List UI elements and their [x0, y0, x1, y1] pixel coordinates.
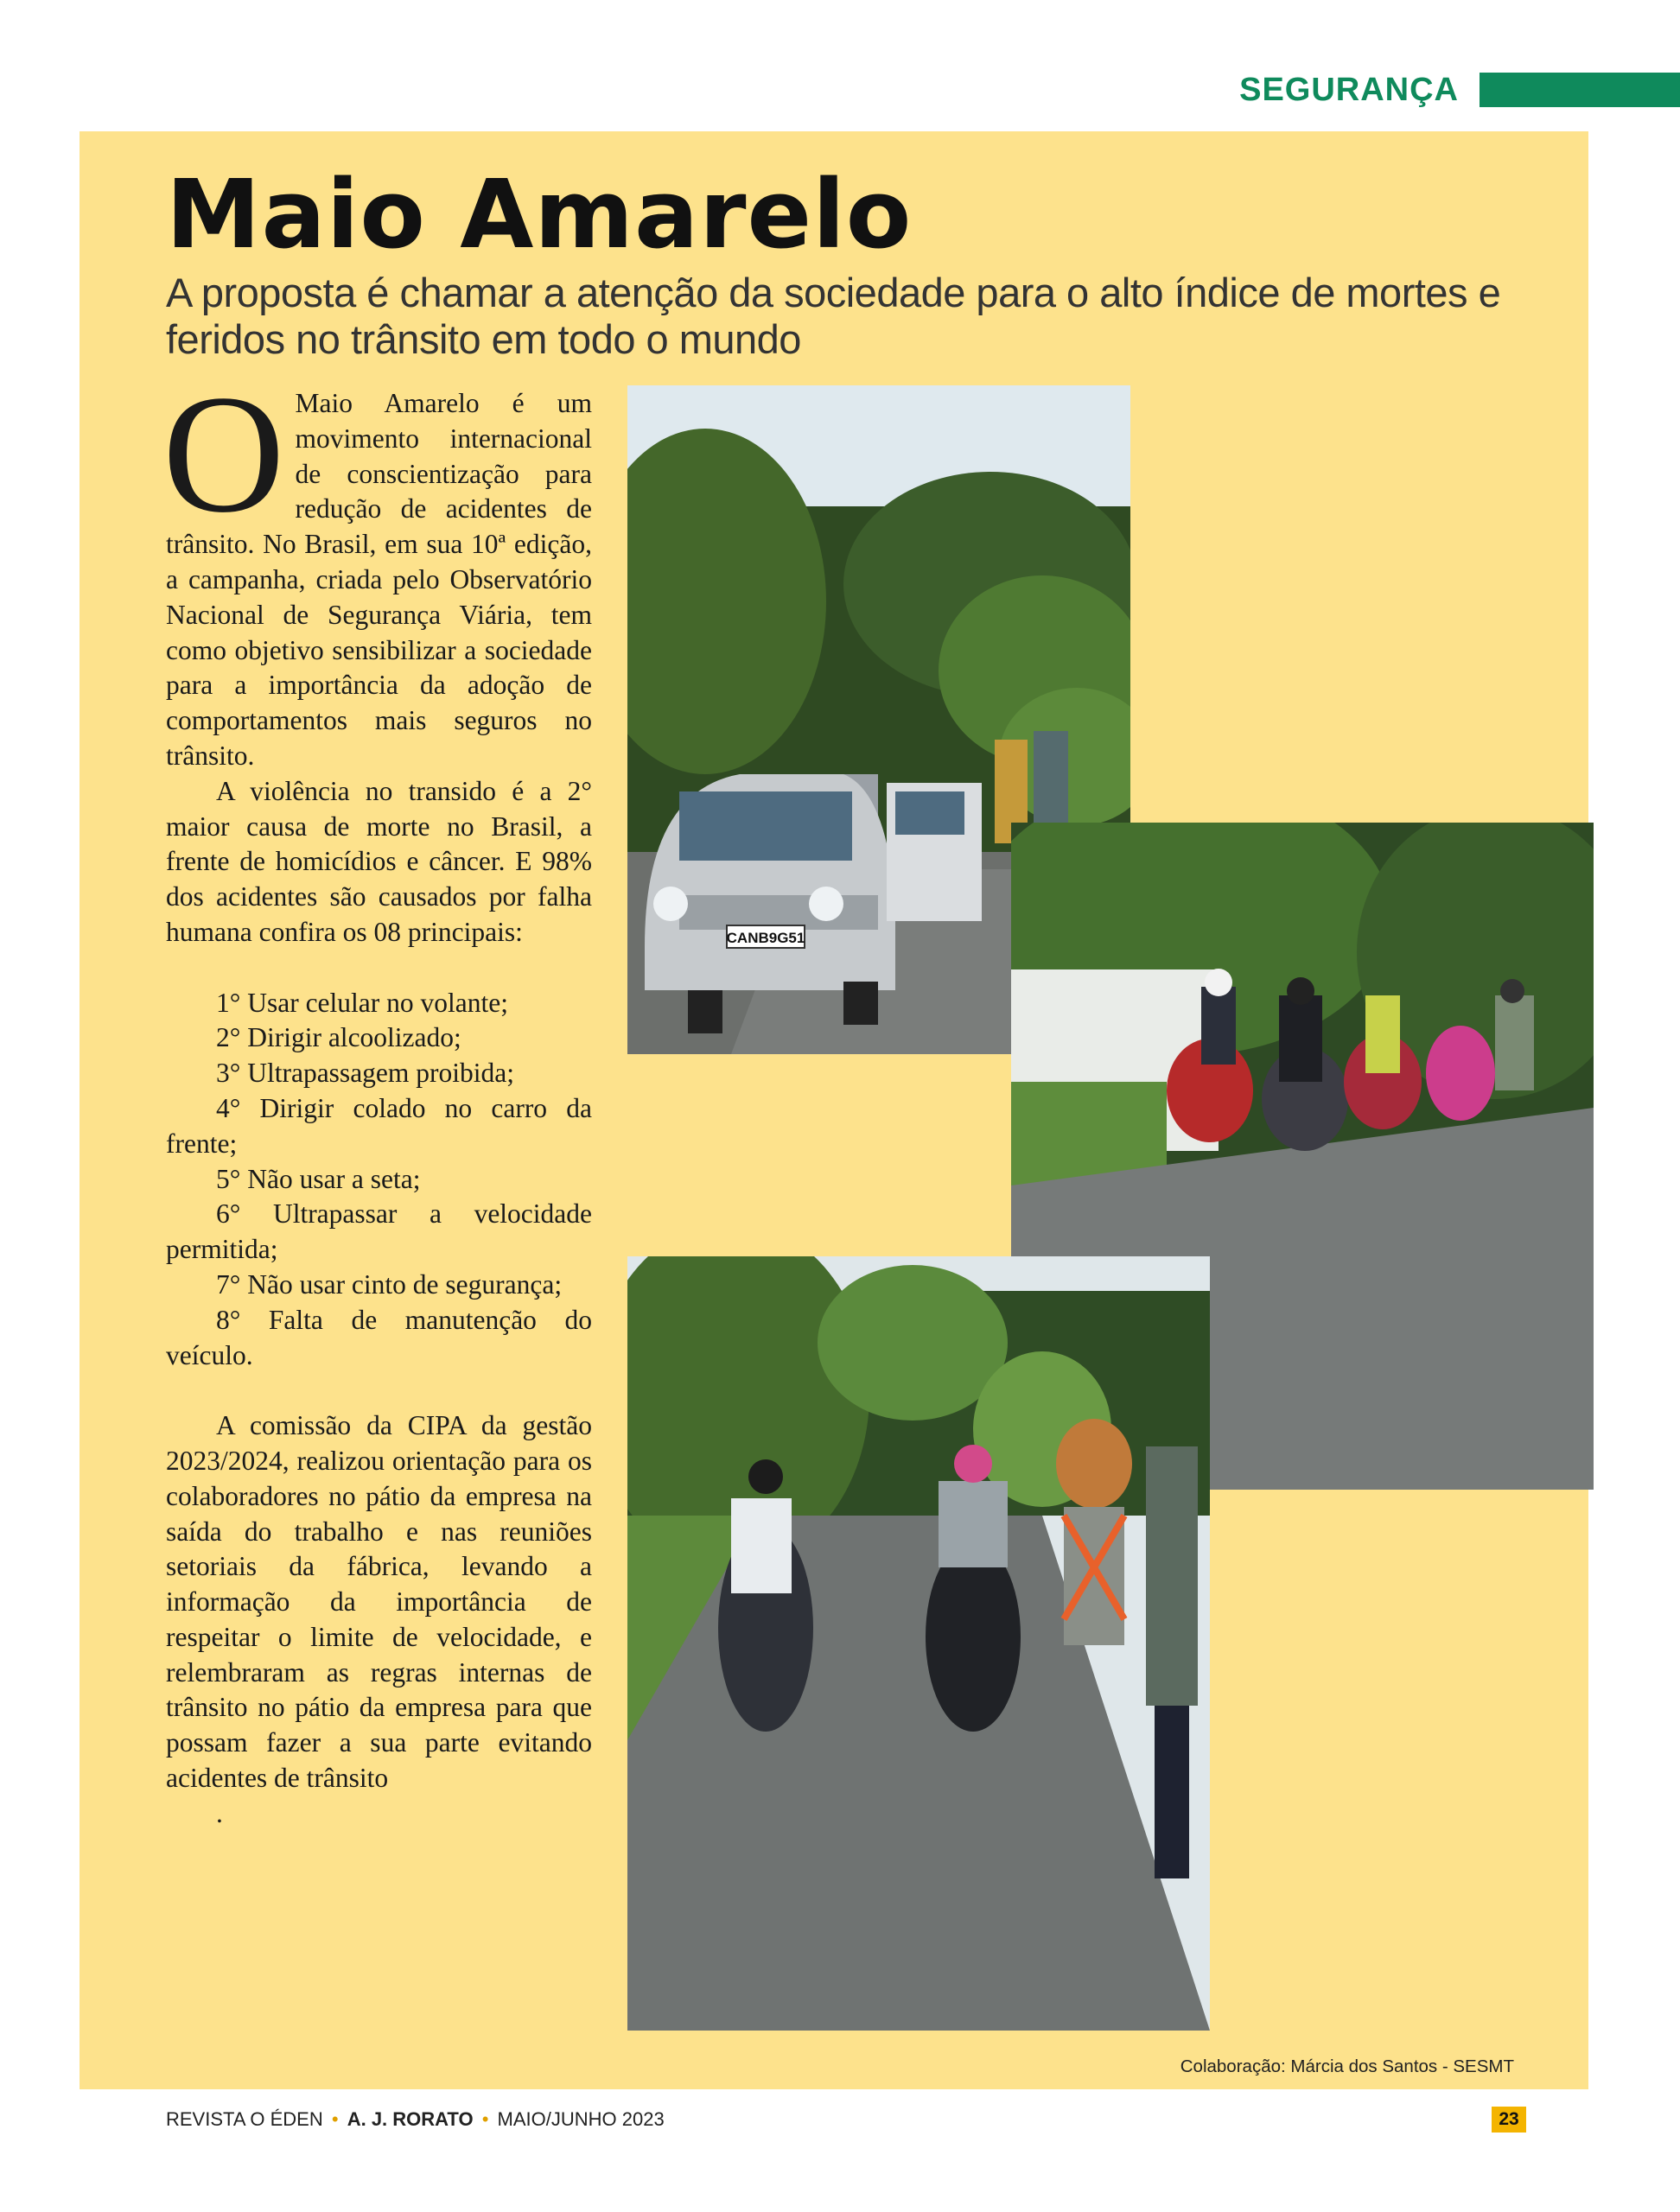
section-header	[1239, 71, 1680, 109]
article-panel	[80, 131, 1588, 2089]
paragraph-1-text: Maio Amarelo é um movimento internacional de conscientização para redução de acidentes de trânsito. No Brasil, em sua 10ª edição, a campanha, criada pelo Observatório Nacional de Segurança Viária, tem como objetivo sensibilizar a sociedade para a importância da adoção de comportamentos mais seguros no trânsito.	[166, 388, 592, 771]
drop-cap: O	[162, 360, 285, 548]
list-item: 2° Dirigir alcoolizado;	[216, 1022, 461, 1053]
list-item: 5° Não usar a seta;	[216, 1163, 421, 1194]
section-bar	[1480, 73, 1680, 107]
license-plate: CANB9G51	[726, 930, 805, 946]
causes-list	[166, 986, 592, 1374]
photo-guidance	[627, 1256, 1210, 2031]
photo-credit: Colaboração: Márcia dos Santos - SESMT	[1180, 2056, 1514, 2076]
list-item: 7° Não usar cinto de segurança;	[216, 1268, 563, 1300]
footer	[166, 2108, 665, 2131]
list-item: 3° Ultrapassagem proibida;	[216, 1058, 515, 1089]
article-title: Maio Amarelo	[166, 159, 913, 270]
paragraph-3: A comissão da CIPA da gestão 2023/2024, realizou orientação para os colaboradores no pátio da empresa na saída do trabalho e nas reuniões setoriais da fábrica, levando a informação da importância de respeitar o limite de velocidade, e relembraram as regras internas de trânsito no pátio da empresa para que possam fazer a sua parte evitando acidentes de trânsito	[166, 1410, 592, 1794]
section-label: SEGURANÇA	[1239, 71, 1459, 108]
list-item: 4° Dirigir colado no carro da frente;	[166, 1092, 592, 1159]
article-subtitle: A proposta é chamar a atenção da sociedade para o alto índice de mortes e feridos no trânsito em todo o mundo	[166, 270, 1501, 362]
article-body	[162, 360, 592, 1832]
issue-date: MAIO/JUNHO 2023	[497, 2108, 665, 2130]
list-item: 8° Falta de manutenção do veículo.	[166, 1304, 592, 1370]
paragraph-4: .	[216, 1797, 223, 1828]
paragraph-2: A violência no transido é a 2° maior causa de morte no Brasil, a frente de homicídios e câncer. E 98% dos acidentes são causados por falha humana confira os 08 principais:	[166, 775, 592, 947]
footer-brand: A. J. RORATO	[347, 2108, 474, 2130]
footer-separator: •	[481, 2108, 489, 2130]
footer-separator: •	[331, 2108, 339, 2130]
paragraph-intro	[162, 360, 592, 774]
magazine-name: REVISTA O ÉDEN	[166, 2108, 323, 2130]
page-number: 23	[1492, 2107, 1526, 2133]
list-item: 1° Usar celular no volante;	[216, 987, 508, 1018]
list-item: 6° Ultrapassar a velocidade permitida;	[166, 1198, 592, 1265]
